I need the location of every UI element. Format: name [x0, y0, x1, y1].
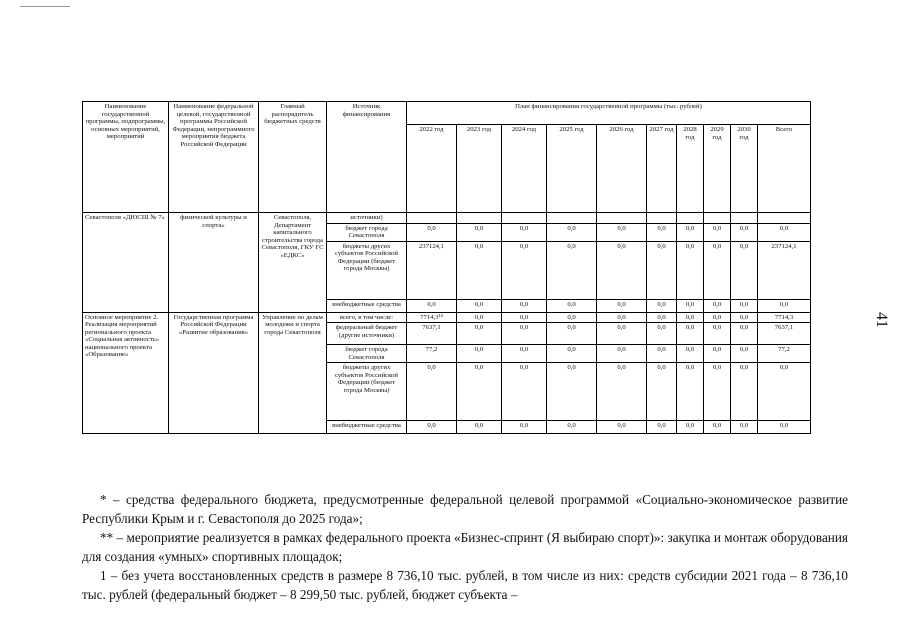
amount-cell: 0,0 — [647, 223, 677, 241]
amount-cell — [407, 213, 457, 224]
amount-cell: 0,0 — [502, 241, 547, 299]
col-header-name: Наименование государственной программы, подпрограммы, основных мероприятий, мероприятий — [83, 102, 169, 213]
amount-cell: 0,0 — [407, 299, 457, 312]
amount-cell: 0,0 — [502, 363, 547, 421]
amount-cell: 0,0 — [677, 312, 704, 323]
scan-edge-mark — [20, 6, 70, 7]
page-number: 41 — [873, 312, 890, 328]
footnotes — [82, 490, 848, 604]
amount-cell: 0,0 — [758, 363, 811, 421]
amount-cell: 0,0 — [597, 299, 647, 312]
funding-source-cell: бюджет города Севастополя — [327, 223, 407, 241]
budget-manager-cell: Севастополя, Департамент капитального строительства города Севастополя, ГКУ ГС «ЕДКС» — [259, 213, 327, 313]
amount-cell — [597, 213, 647, 224]
table-row — [83, 312, 811, 323]
year-header: 2022 год — [407, 125, 457, 213]
amount-cell: 0,0 — [704, 323, 731, 345]
amount-cell: 0,0 — [407, 223, 457, 241]
amount-cell: 0,0 — [647, 299, 677, 312]
header-row-1 — [83, 102, 811, 125]
amount-cell: 0,0 — [647, 345, 677, 363]
amount-cell: 0,0 — [597, 421, 647, 434]
amount-cell: 0,0 — [758, 421, 811, 434]
amount-cell: 0,0 — [502, 299, 547, 312]
amount-cell: 7714,3 — [758, 312, 811, 323]
amount-cell: 0,0 — [547, 421, 597, 434]
funding-source-cell: бюджет города Севастополя — [327, 345, 407, 363]
amount-cell: 0,0 — [502, 323, 547, 345]
amount-cell: 0,0 — [597, 223, 647, 241]
funding-source-cell: федеральный бюджет (другие источники) — [327, 323, 407, 345]
amount-cell: 0,0 — [547, 312, 597, 323]
amount-cell: 0,0 — [731, 241, 758, 299]
amount-cell — [677, 213, 704, 224]
amount-cell: 0,0 — [677, 345, 704, 363]
amount-cell: 0,0 — [502, 223, 547, 241]
amount-cell — [731, 213, 758, 224]
budget-manager-cell: Управление по делам молодежи и спорта города Севастополя — [259, 312, 327, 434]
amount-cell: 0,0 — [547, 363, 597, 421]
amount-cell: 77,2 — [407, 345, 457, 363]
amount-cell: 0,0 — [597, 312, 647, 323]
amount-cell: 0,0 — [457, 241, 502, 299]
amount-cell: 0,0 — [547, 299, 597, 312]
amount-cell — [547, 213, 597, 224]
amount-cell: 0,0 — [647, 312, 677, 323]
amount-cell — [704, 213, 731, 224]
program-name-cell: Основное мероприятие 2. Реализация мероприятий регионального проекта «Социальная активность» национального проекта «Образование» — [83, 312, 169, 434]
amount-cell: 0,0 — [502, 421, 547, 434]
amount-cell: 0,0 — [704, 241, 731, 299]
amount-cell: 0,0 — [457, 223, 502, 241]
amount-cell: 0,0 — [547, 223, 597, 241]
col-header-plan: План финансирования государственной программы (тыс. рублей) — [407, 102, 811, 125]
amount-cell: 0,0 — [704, 363, 731, 421]
amount-cell: 0,0 — [502, 312, 547, 323]
amount-cell: 0,0 — [547, 345, 597, 363]
year-header: 2029 год — [704, 125, 731, 213]
amount-cell: 7637,1 — [758, 323, 811, 345]
footnote-3: 1 – без учета восстановленных средств в размере 8 736,10 тыс. рублей, в том числе из них: средств субсидии 2021 года – 8 736,10 тыс. рублей (федеральный бюджет – 8 299,50 тыс. рублей, бюджет субъекта – — [82, 568, 848, 602]
amount-cell: 0,0 — [677, 223, 704, 241]
footnote-1: * – средства федерального бюджета, предусмотренные федеральной целевой программой «Социально-экономическое развитие Республики Крым и г. Севастополя до 2025 года»; — [82, 492, 848, 526]
table-row — [83, 213, 811, 224]
year-header: 2024 год — [502, 125, 547, 213]
col-header-manager: Главный распорядитель бюджетных средств — [259, 102, 327, 213]
year-header: Всего — [758, 125, 811, 213]
amount-cell: 0,0 — [758, 299, 811, 312]
amount-cell: 0,0 — [704, 421, 731, 434]
program-name-cell: Севастополя «ДЮСШ № 7» — [83, 213, 169, 313]
amount-cell: 77,2 — [758, 345, 811, 363]
year-header: 2028 год — [677, 125, 704, 213]
amount-cell: 0,0 — [647, 323, 677, 345]
amount-cell: 0,0 — [677, 363, 704, 421]
amount-cell: 0,0 — [407, 363, 457, 421]
amount-cell: 0,0 — [547, 241, 597, 299]
amount-cell: 0,0 — [677, 299, 704, 312]
amount-cell: 0,0 — [597, 241, 647, 299]
amount-cell: 0,0 — [704, 299, 731, 312]
amount-cell: 0,0 — [731, 421, 758, 434]
amount-cell: 237124,1 — [407, 241, 457, 299]
funding-source-cell: всего, в том числе: — [327, 312, 407, 323]
funding-source-cell: внебюджетные средства — [327, 421, 407, 434]
year-header: 2027 год — [647, 125, 677, 213]
amount-cell: 0,0 — [731, 312, 758, 323]
amount-cell: 0,0 — [407, 421, 457, 434]
year-header: 2023 год — [457, 125, 502, 213]
funding-source-cell: источники) — [327, 213, 407, 224]
amount-cell: 0,0 — [647, 363, 677, 421]
amount-cell: 0,0 — [597, 323, 647, 345]
year-header: 2030 год — [731, 125, 758, 213]
amount-cell: 0,0 — [731, 345, 758, 363]
year-header: 2026 год — [597, 125, 647, 213]
amount-cell: 0,0 — [758, 223, 811, 241]
amount-cell: 0,0 — [704, 223, 731, 241]
amount-cell: 0,0 — [457, 312, 502, 323]
amount-cell: 0,0 — [597, 363, 647, 421]
amount-cell: 0,0 — [547, 323, 597, 345]
year-header: 2025 год — [547, 125, 597, 213]
col-header-source: Источник финансирования — [327, 102, 407, 213]
amount-cell: 0,0 — [704, 312, 731, 323]
amount-cell: 0,0 — [647, 421, 677, 434]
amount-cell — [758, 213, 811, 224]
amount-cell: 7714,3¹⁴ — [407, 312, 457, 323]
amount-cell: 0,0 — [677, 421, 704, 434]
amount-cell: 0,0 — [731, 323, 758, 345]
amount-cell: 0,0 — [457, 421, 502, 434]
amount-cell: 0,0 — [647, 241, 677, 299]
amount-cell: 0,0 — [731, 363, 758, 421]
amount-cell: 237124,1 — [758, 241, 811, 299]
amount-cell: 0,0 — [457, 323, 502, 345]
funding-source-cell: бюджеты других субъектов Российской Федерации (бюджет города Москвы) — [327, 363, 407, 421]
col-header-federal: Наименование федеральной целевой, государственной программы Российской Федерации, непрограммного мероприятия бюджета Российской Федерации — [169, 102, 259, 213]
amount-cell: 0,0 — [704, 345, 731, 363]
amount-cell — [647, 213, 677, 224]
federal-program-cell: Государственная программа Российской Федерации «Развитие образования» — [169, 312, 259, 434]
financing-table — [82, 101, 811, 434]
table-body — [83, 102, 811, 434]
amount-cell: 7637,1 — [407, 323, 457, 345]
amount-cell — [457, 213, 502, 224]
amount-cell: 0,0 — [731, 223, 758, 241]
funding-source-cell: внебюджетные средства — [327, 299, 407, 312]
amount-cell: 0,0 — [457, 299, 502, 312]
amount-cell: 0,0 — [457, 363, 502, 421]
amount-cell: 0,0 — [677, 323, 704, 345]
federal-program-cell: физической культуры и спорта» — [169, 213, 259, 313]
funding-source-cell: бюджеты других субъектов Российской Федерации (бюджет города Москвы) — [327, 241, 407, 299]
amount-cell: 0,0 — [457, 345, 502, 363]
amount-cell: 0,0 — [597, 345, 647, 363]
amount-cell: 0,0 — [731, 299, 758, 312]
amount-cell — [502, 213, 547, 224]
footnote-2: ** – мероприятие реализуется в рамках федерального проекта «Бизнес-спринт (Я выбираю спорт)»: закупка и монтаж оборудования для создания «умных» спортивных площадок; — [82, 530, 848, 564]
amount-cell: 0,0 — [502, 345, 547, 363]
amount-cell: 0,0 — [677, 241, 704, 299]
